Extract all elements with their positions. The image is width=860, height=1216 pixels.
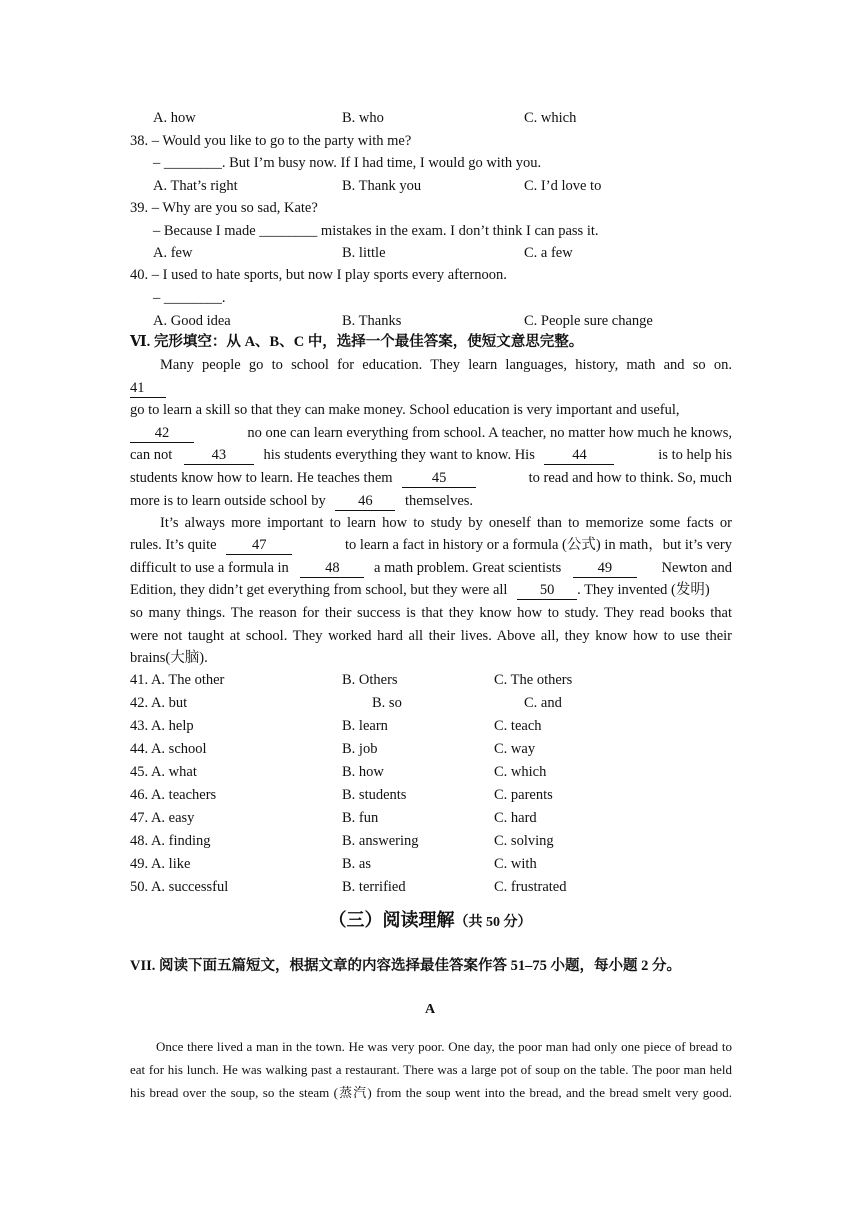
section-7-numeral: VII. bbox=[130, 958, 156, 974]
passage-p1-line3-text: no one can learn everything from school. A teacher, no matter how much he knows, bbox=[247, 425, 732, 441]
section-3-points: （共 50 分） bbox=[454, 915, 532, 930]
q37-option-b: B. who bbox=[342, 110, 384, 126]
q37-option-c: C. which bbox=[524, 110, 577, 126]
q46-option-b: B. students bbox=[342, 787, 407, 803]
section-7-instruction bbox=[130, 956, 681, 976]
q45-option-b: B. how bbox=[342, 764, 384, 780]
q38-reply: – ________. But I’m busy now. If I had time, I would go with you. bbox=[153, 155, 542, 171]
q47-option-b: B. fun bbox=[342, 810, 379, 826]
section-6-heading-b: A、B、C bbox=[244, 334, 305, 350]
part-a-label: A bbox=[424, 1002, 436, 1017]
q38-option-a: A. That’s right bbox=[153, 178, 238, 194]
q40-option-c: C. People sure change bbox=[524, 313, 653, 329]
q39-option-b: B. little bbox=[342, 245, 386, 261]
q38-option-c: C. I’d love to bbox=[524, 178, 602, 194]
passage-p2-line3-a: difficult to use a formula in bbox=[130, 560, 289, 576]
blank-41: 41 bbox=[130, 379, 166, 398]
q39-option-c: C. a few bbox=[524, 245, 573, 261]
passage-p1-line4 bbox=[130, 445, 732, 465]
q50-option-a: 50. A. successful bbox=[130, 879, 229, 895]
part-a-line3: his bread over the soup, so the steam (蒸汽) from the soup went into the bread, and the bread smelt very good. bbox=[130, 1085, 732, 1100]
passage-p1-line2: go to learn a skill so that they can make money. School education is very important and useful, bbox=[130, 402, 680, 418]
q45-option-a: 45. A. what bbox=[130, 764, 197, 780]
q49-option-c: C. with bbox=[494, 856, 537, 872]
passage-p2-line3-c: Newton and bbox=[661, 560, 732, 576]
passage-p2-line3-b: a math problem. Great scientists bbox=[374, 560, 562, 576]
blank-50: 50 bbox=[517, 581, 577, 600]
q50-option-c: C. frustrated bbox=[494, 879, 567, 895]
section-3-title-text: （三）阅读理解 bbox=[328, 910, 455, 930]
q45-option-c: C. which bbox=[494, 764, 547, 780]
part-a-line1: Once there lived a man in the town. He was very poor. One day, the poor man had only one piece of bread to bbox=[156, 1039, 732, 1054]
passage-p2-line5: so many things. The reason for their success is that they know how to study. They read books that bbox=[130, 605, 732, 621]
blank-48: 48 bbox=[300, 559, 364, 578]
q42-option-b: B. so bbox=[372, 695, 402, 711]
q47-option-a: 47. A. easy bbox=[130, 810, 195, 826]
q37-option-a: A. how bbox=[153, 110, 196, 126]
passage-p1-line4-b: his students everything they want to know. His bbox=[263, 447, 535, 463]
q38-stem: 38. – Would you like to go to the party with me? bbox=[130, 133, 412, 149]
q40-option-b: B. Thanks bbox=[342, 313, 402, 329]
passage-p1-line3 bbox=[130, 423, 732, 443]
q43-option-c: C. teach bbox=[494, 718, 542, 734]
passage-p1-line4-c: is to help his bbox=[658, 447, 732, 463]
blank-44: 44 bbox=[544, 446, 614, 465]
passage-p1-line5-a: students know how to learn. He teaches them bbox=[130, 470, 393, 486]
q44-option-b: B. job bbox=[342, 741, 378, 757]
passage-p1-line4-a: can not bbox=[130, 447, 173, 463]
q39-reply: – Because I made ________ mistakes in the exam. I don’t think I can pass it. bbox=[153, 223, 599, 239]
q40-reply: – ________. bbox=[153, 290, 226, 306]
q39-stem: 39. – Why are you so sad, Kate? bbox=[130, 200, 318, 216]
q48-option-b: B. answering bbox=[342, 833, 419, 849]
passage-p2-line4 bbox=[130, 580, 732, 600]
passage-p2-line6: were not taught at school. They worked hard all their lives. Above all, they know how to use their bbox=[130, 628, 732, 644]
q47-option-c: C. hard bbox=[494, 810, 537, 826]
passage-p2-line7: brains(大脑). bbox=[130, 650, 208, 666]
q46-option-a: 46. A. teachers bbox=[130, 787, 217, 803]
blank-42: 42 bbox=[130, 424, 194, 443]
q44-option-c: C. way bbox=[494, 741, 536, 757]
passage-p2-line2 bbox=[130, 535, 732, 555]
blank-49: 49 bbox=[573, 559, 637, 578]
q41-option-c: C. The others bbox=[494, 672, 573, 688]
blank-46: 46 bbox=[335, 492, 395, 511]
q39-option-a: A. few bbox=[153, 245, 193, 261]
passage-p2-line2-a: rules. It’s quite bbox=[130, 537, 217, 553]
section-6-heading-a: 完形填空：从 bbox=[150, 334, 245, 350]
passage-p2-line1: It’s always more important to learn how to study by oneself than to memorize some facts or bbox=[160, 515, 732, 531]
q43-option-a: 43. A. help bbox=[130, 718, 194, 734]
passage-p1-line6 bbox=[130, 491, 473, 511]
passage-p1-line5-b: to read and how to think. So, much bbox=[528, 470, 732, 486]
q48-option-a: 48. A. finding bbox=[130, 833, 211, 849]
passage-p1-line6-b: themselves. bbox=[404, 493, 474, 509]
passage-p2-line4-b: . They invented (发明) bbox=[577, 582, 710, 598]
passage-p2-line3 bbox=[130, 558, 732, 578]
q42-option-a: 42. A. but bbox=[130, 695, 188, 711]
section-6-heading-c: 中，选择一个最佳答案，使短文意思完整。 bbox=[304, 334, 584, 350]
blank-41-line bbox=[130, 378, 166, 398]
q40-option-a: A. Good idea bbox=[153, 313, 231, 329]
section-3-title bbox=[0, 908, 860, 935]
q50-option-b: B. terrified bbox=[342, 879, 406, 895]
passage-p1-line6-a: more is to learn outside school by bbox=[130, 493, 326, 509]
blank-45: 45 bbox=[402, 469, 476, 488]
q46-option-c: C. parents bbox=[494, 787, 553, 803]
section-7-text: 阅读下面五篇短文，根据文章的内容选择最佳答案作答 51–75 小题，每小题 2 分。 bbox=[155, 958, 682, 974]
q38-option-b: B. Thank you bbox=[342, 178, 422, 194]
section-6-numeral: Ⅵ. bbox=[130, 334, 151, 350]
q40-stem: 40. – I used to hate sports, but now I play sports every afternoon. bbox=[130, 267, 507, 283]
passage-p2-line2-b: to learn a fact in history or a formula (公式) in math，but it’s very bbox=[345, 537, 732, 553]
q41-option-a: 41. A. The other bbox=[130, 672, 225, 688]
section-6-heading bbox=[130, 332, 583, 352]
passage-p1-line5 bbox=[130, 468, 732, 488]
q48-option-c: C. solving bbox=[494, 833, 554, 849]
blank-47: 47 bbox=[226, 536, 292, 555]
q41-option-b: B. Others bbox=[342, 672, 398, 688]
passage-p1-line1: Many people go to school for education. They learn languages, history, math and so on. bbox=[160, 357, 732, 373]
q43-option-b: B. learn bbox=[342, 718, 388, 734]
q49-option-b: B. as bbox=[342, 856, 371, 872]
q49-option-a: 49. A. like bbox=[130, 856, 191, 872]
part-a-line2: eat for his lunch. He was walking past a restaurant. There was a large pot of soup on the table. The poor man held bbox=[130, 1062, 732, 1077]
passage-p2-line4-a: Edition, they didn’t get everything from school, but they were all bbox=[130, 582, 508, 598]
q42-option-c: C. and bbox=[524, 695, 562, 711]
blank-43: 43 bbox=[184, 446, 254, 465]
q44-option-a: 44. A. school bbox=[130, 741, 207, 757]
